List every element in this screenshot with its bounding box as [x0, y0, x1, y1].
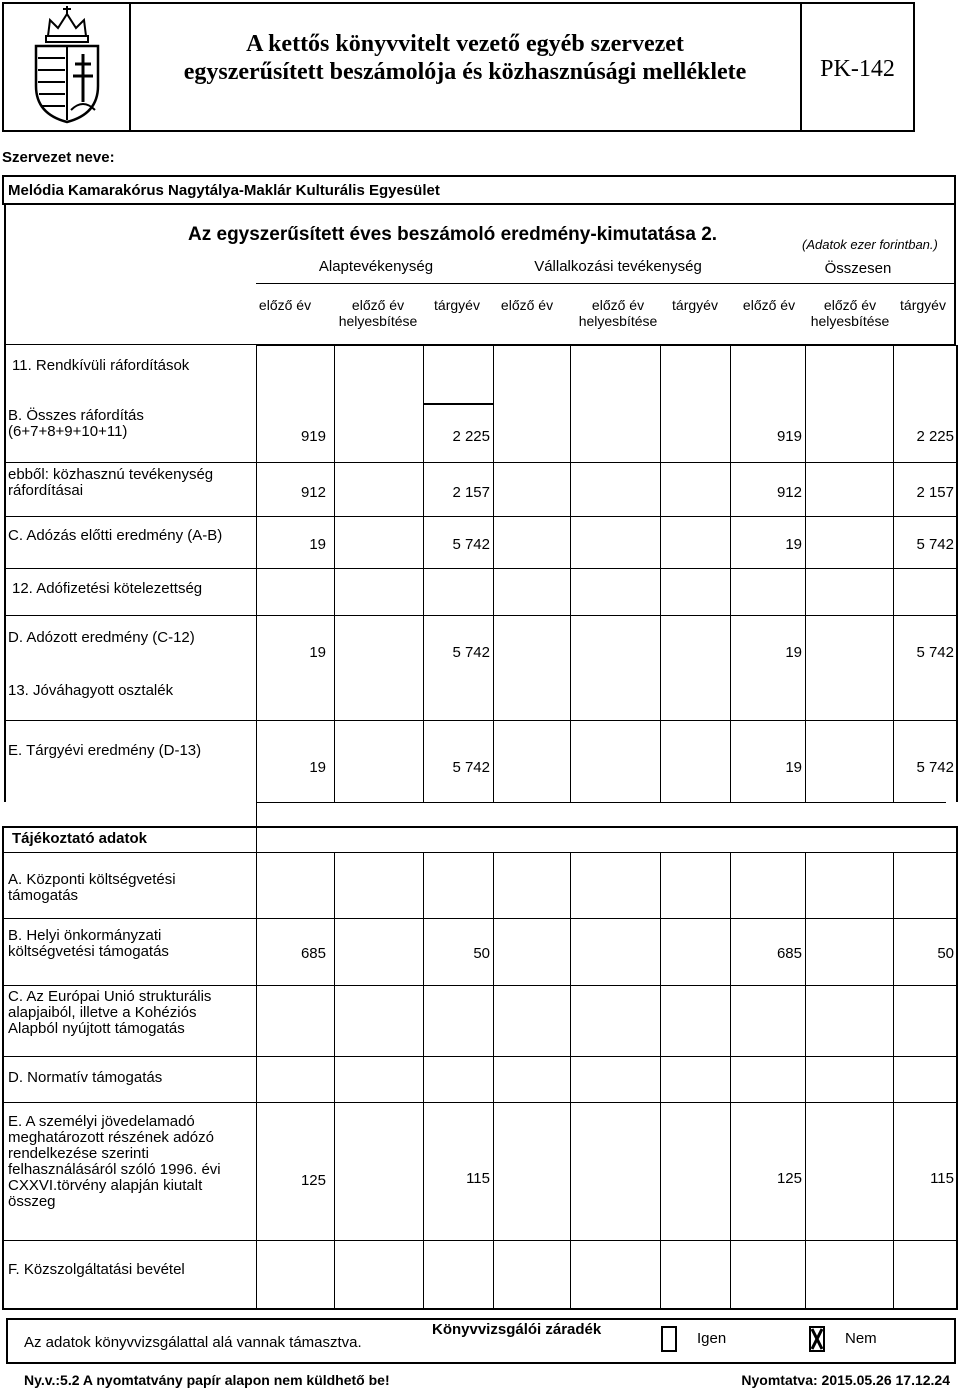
row-label-C: C. Adózás előtti eredmény (A-B): [8, 527, 223, 544]
info-col-divider: [570, 852, 571, 1308]
info-col-divider: [730, 852, 731, 1308]
page-title: [132, 30, 798, 86]
rB1-a-curr: 2 157: [452, 484, 490, 501]
rD-a-curr: 5 742: [452, 644, 490, 661]
rE-a-curr: 5 742: [452, 759, 490, 776]
col-divider: [893, 345, 894, 802]
row-sep: [256, 802, 946, 803]
rE-a-prev: 19: [309, 759, 326, 776]
colhead-v-curr: tárgyév: [672, 297, 718, 313]
row-label-B1: ebből: közhasznú tevékenység ráfordításai: [8, 466, 214, 499]
info-col-divider: [423, 852, 424, 1308]
row-sep: [4, 720, 958, 721]
row-label-B: B. Összes ráfordítás (6+7+8+9+10+11): [8, 407, 144, 440]
colhead-t-curr: tárgyév: [900, 297, 946, 313]
info-sep: [4, 1240, 956, 1241]
rC-t-curr: 5 742: [916, 536, 954, 553]
rB1-a-prev: 912: [300, 484, 326, 501]
iB-t-prev: 685: [776, 945, 802, 962]
rC-a-curr: 5 742: [452, 536, 490, 553]
group-osszesen: Összesen: [824, 260, 892, 277]
row-sep: [4, 615, 958, 616]
rB-t-curr: 2 225: [916, 428, 954, 445]
iB-t-curr: 50: [937, 945, 954, 962]
col-divider: [956, 345, 958, 802]
rE-t-prev: 19: [785, 759, 802, 776]
audit-yes-label: Igen: [697, 1330, 727, 1347]
info-title: Tájékoztató adatok: [12, 830, 148, 847]
info-col-divider: [493, 852, 494, 1308]
org-name: Melódia Kamarakórus Nagytálya-Maklár Kulturális Egyesület: [8, 182, 440, 199]
row-sep: [423, 403, 493, 405]
info-label-C: C. Az Európai Unió strukturális alapjaiból, illetve a Kohéziós Alapból nyújtott támogatás: [8, 988, 212, 1037]
colhead-a-curr: tárgyév: [434, 297, 480, 313]
iE-t-prev: 125: [776, 1170, 802, 1187]
org-label: Szervezet neve:: [2, 149, 115, 166]
row-label-D: D. Adózott eredmény (C-12): [8, 629, 195, 646]
info-label-D: D. Normatív támogatás: [8, 1069, 163, 1086]
page-title-line1: A kettős könyvvitelt vezető egyéb szervezet: [246, 31, 684, 57]
colhead-a-prev: előző év: [258, 297, 312, 313]
row-label-11: 11. Rendkívüli ráfordítások: [12, 357, 190, 374]
row-sep: [4, 516, 958, 517]
form-code: PK-142: [820, 56, 895, 82]
iB-a-prev: 685: [300, 945, 326, 962]
audit-yes-checkbox[interactable]: [661, 1326, 677, 1352]
col-divider: [256, 345, 257, 802]
rE-t-curr: 5 742: [916, 759, 954, 776]
info-label-B: B. Helyi önkormányzati költségvetési támogatás: [8, 927, 169, 960]
info-col-divider: [893, 852, 894, 1308]
row-sep: [256, 345, 956, 346]
rB1-t-curr: 2 157: [916, 484, 954, 501]
rB-a-curr: 2 225: [452, 428, 490, 445]
col-divider: [493, 345, 494, 802]
rB1-t-prev: 912: [776, 484, 802, 501]
row-label-12: 12. Adófizetési kötelezettség: [12, 580, 203, 597]
group-alap: Alaptevékenység: [318, 258, 434, 275]
unit-note: (Adatok ezer forintban.): [802, 237, 938, 252]
rD-t-prev: 19: [785, 644, 802, 661]
row-sep: [4, 462, 958, 463]
info-col-divider: [256, 802, 257, 1308]
rD-t-curr: 5 742: [916, 644, 954, 661]
coat-of-arms-icon: [28, 6, 106, 124]
audit-title: Könyvvizsgálói záradék: [432, 1321, 602, 1338]
info-sep: [4, 918, 956, 919]
rD-a-prev: 19: [309, 644, 326, 661]
audit-no-checkbox[interactable]: [809, 1326, 825, 1352]
checkmark-x-icon: [811, 1328, 823, 1350]
group-underline: [256, 283, 956, 284]
section-title: Az egyszerűsített éves beszámoló eredmény-kimutatása 2.: [188, 224, 718, 245]
iE-a-curr: 115: [466, 1170, 490, 1187]
page-title-line2: egyszerűsített beszámolója és közhasznúsági melléklete: [183, 59, 747, 85]
row-label-13: 13. Jóváhagyott osztalék: [8, 682, 174, 699]
info-label-E: E. A személyi jövedelamadó meghatározott részének adózó rendelkezése szerinti felhasználásáról szóló 1996. évi CXXVI.törvény alapján kiutalt összeg: [8, 1113, 221, 1210]
info-sep: [4, 985, 956, 986]
col-divider: [423, 345, 424, 802]
info-col-divider: [660, 852, 661, 1308]
col-divider: [805, 345, 806, 802]
col-divider: [4, 345, 6, 802]
footer-left: Ny.v.:5.2 A nyomtatvány papír alapon nem küldhető be!: [24, 1372, 390, 1388]
audit-no-label: Nem: [845, 1330, 877, 1347]
info-sep: [4, 1102, 956, 1103]
info-sep: [4, 852, 956, 853]
iE-a-prev: 125: [300, 1172, 326, 1189]
row-sep: [4, 568, 958, 569]
col-divider: [334, 345, 335, 802]
colhead-a-corr: előző év helyesbítése: [338, 297, 418, 329]
col-divider: [660, 345, 661, 802]
col-divider: [570, 345, 571, 802]
colhead-t-corr: előző év helyesbítése: [810, 297, 890, 329]
colhead-v-corr: előző év helyesbítése: [578, 297, 658, 329]
group-vallalkozasi: Vállalkozási tevékenység: [534, 258, 702, 275]
rC-a-prev: 19: [309, 536, 326, 553]
rC-t-prev: 19: [785, 536, 802, 553]
info-col-divider: [805, 852, 806, 1308]
col-divider: [730, 345, 731, 802]
colhead-t-prev: előző év: [742, 297, 796, 313]
info-label-A: A. Központi költségvetési támogatás: [8, 871, 176, 904]
iE-t-curr: 115: [930, 1170, 954, 1187]
info-col-divider: [334, 852, 335, 1308]
rB-a-prev: 919: [300, 428, 326, 445]
info-label-F: F. Közszolgáltatási bevétel: [8, 1261, 185, 1278]
colhead-v-prev: előző év: [500, 297, 554, 313]
footer-right: Nyomtatva: 2015.05.26 17.12.24: [741, 1372, 950, 1388]
iB-a-curr: 50: [473, 945, 490, 962]
audit-question: Az adatok könyvvizsgálattal alá vannak támasztva.: [24, 1334, 362, 1351]
header-divider-left: [129, 3, 131, 131]
row-label-E: E. Tárgyévi eredmény (D-13): [8, 742, 202, 759]
rB-t-prev: 919: [776, 428, 802, 445]
info-sep: [4, 1056, 956, 1057]
